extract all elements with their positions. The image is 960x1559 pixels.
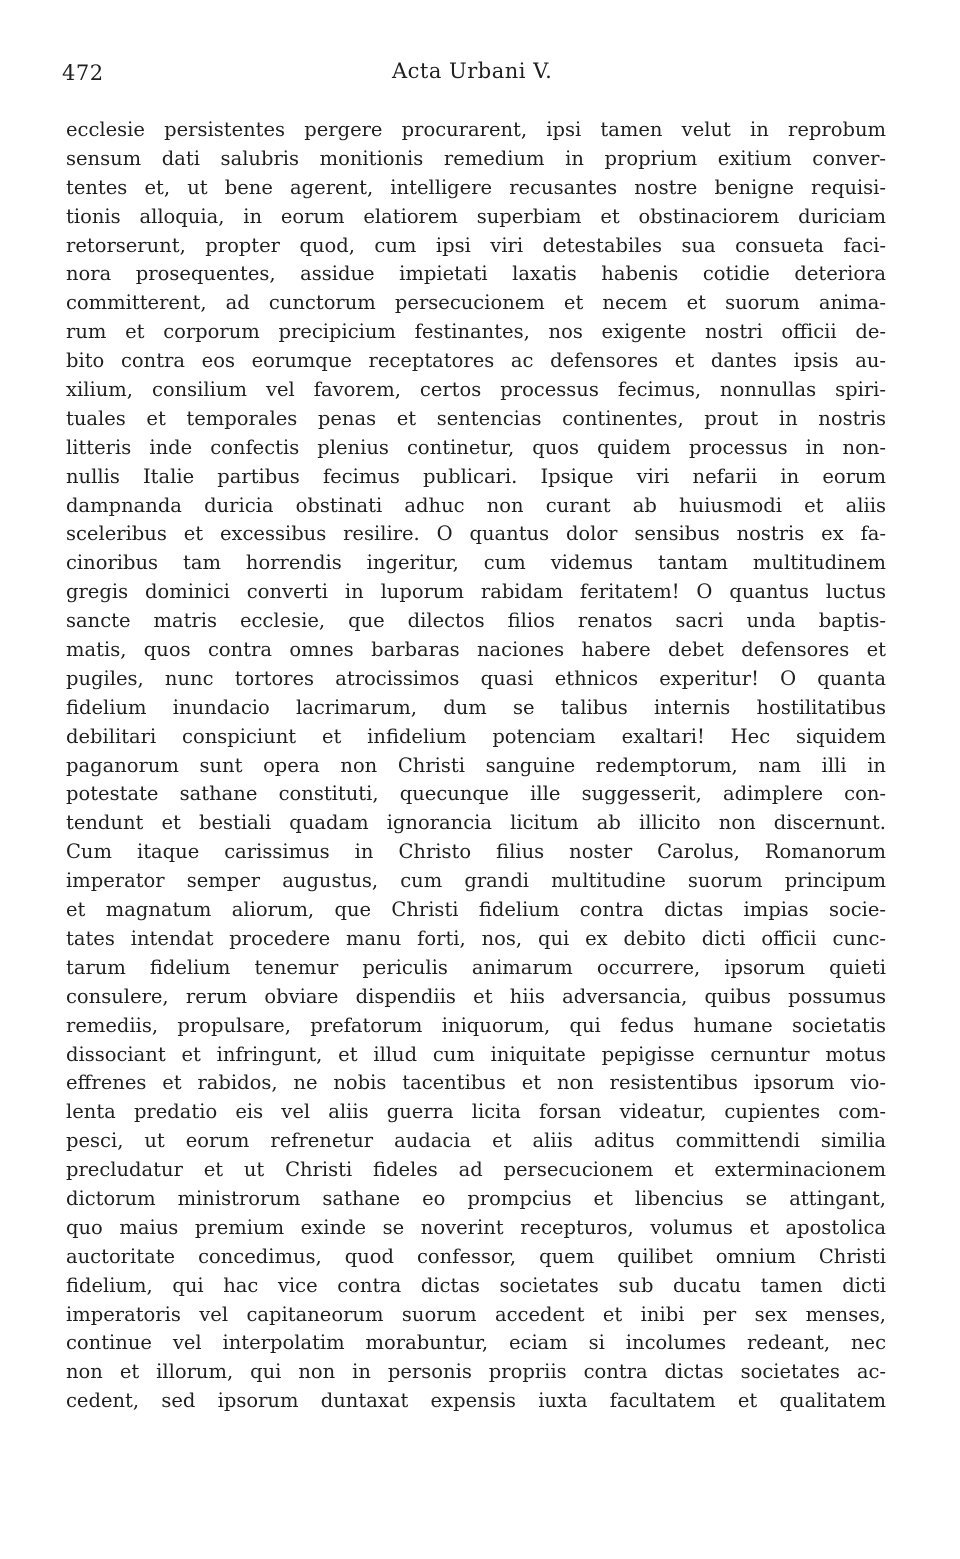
text-line: tendunt et bestiali quadam ignorancia licitum ab illicito non discernunt. [66,811,886,835]
text-line: et magnatum aliorum, que Christi fidelium contra dictas impias socie- [66,898,886,922]
text-line: paganorum sunt opera non Christi sanguine redemptorum, nam illi in [66,753,886,777]
text-line: sceleribus et excessibus resilire. O quantus dolor sensibus nostris ex fa- [66,522,886,546]
text-line: ecclesie persistentes pergere procurarent, ipsi tamen velut in reprobum [66,118,886,141]
text-line: tarum fidelium tenemur periculis animarum occurrere, ipsorum quieti [66,955,886,979]
text-line: xilium, consilium vel favorem, certos processus fecimus, nonnullas spiri- [66,378,886,402]
text-line: sancte matris ecclesie, que dilectos filios renatos sacri unda baptis- [66,609,886,633]
text-line: non et illorum, qui non in personis propriis contra dictas societates ac- [66,1360,886,1384]
text-line: litteris inde confectis plenius continetur, quos quidem processus in non- [66,435,886,459]
text-line: dissociant et infringunt, et illud cum iniquitate pepigisse cernuntur motus [66,1042,886,1066]
text-line: pugiles, nunc tortores atrocissimos quasi ethnicos experitur! O quanta [66,666,886,690]
running-title: Acta Urbani V. [392,59,553,83]
body-text [66,116,886,1416]
text-line: continue vel interpolatim morabuntur, eciam si incolumes redeant, nec [66,1331,886,1355]
text-line: cedent, sed ipsorum duntaxat expensis iuxta facultatem et qualitatem [66,1389,886,1413]
text-line: nora prosequentes, assidue impietati laxatis habenis cotidie deteriora [66,262,886,286]
text-line: rum et corporum precipicium festinantes, nos exigente nostri officii de- [66,320,886,344]
text-line: fidelium inundacio lacrimarum, dum se talibus internis hostilitatibus [66,695,886,719]
text-line: imperator semper augustus, cum grandi multitudine suorum principum [66,869,886,893]
text-line: precludatur et ut Christi fideles ad persecucionem et exterminacionem [66,1158,886,1182]
text-line: quo maius premium exinde se noverint recepturos, volumus et apostolica [66,1215,886,1239]
text-line: debilitari conspiciunt et infidelium potenciam exaltari! Hec siquidem [66,724,886,748]
text-line: consulere, rerum obviare dispendiis et hiis adversancia, quibus possumus [66,984,886,1008]
text-line: tates intendat procedere manu forti, nos, qui ex debito dicti officii cunc- [66,926,886,950]
text-line: Cum itaque carissimus in Christo filius noster Carolus, Romanorum [66,840,886,864]
text-line: fidelium, qui hac vice contra dictas societates sub ducatu tamen dicti [66,1273,886,1297]
text-line: dampnanda duricia obstinati adhuc non curant ab huiusmodi et aliis [66,493,886,517]
text-line: remediis, propulsare, prefatorum iniquorum, qui fedus humane societatis [66,1013,886,1037]
text-line: gregis dominici converti in luporum rabidam feritatem! O quantus luctus [66,580,886,604]
text-line: cinoribus tam horrendis ingeritur, cum videmus tantam multitudinem [66,551,886,575]
text-line: nullis Italie partibus fecimus publicari. Ipsique viri nefarii in eorum [66,464,886,488]
text-line: bito contra eos eorumque receptatores ac defensores et dantes ipsis au- [66,349,886,373]
text-line: potestate sathane constituti, quecunque ille suggesserit, adimplere con- [66,782,886,806]
text-line: lenta predatio eis vel aliis guerra licita forsan videatur, cupientes com- [66,1100,886,1124]
text-line: imperatoris vel capitaneorum suorum accedent et inibi per sex menses, [66,1302,886,1326]
text-line: tionis alloquia, in eorum elatiorem superbiam et obstinaciorem duriciam [66,204,886,228]
text-line: retorserunt, propter quod, cum ipsi viri detestabiles sua consueta faci- [66,233,886,257]
page-number: 472 [62,61,104,85]
text-line: effrenes et rabidos, ne nobis tacentibus et non resistentibus ipsorum vio- [66,1071,886,1095]
text-line: tuales et temporales penas et sentencias continentes, prout in nostris [66,406,886,430]
text-line: sensum dati salubris monitionis remedium in proprium exitium conver- [66,146,886,170]
text-line: tentes et, ut bene agerent, intelligere recusantes nostre benigne requisi- [66,175,886,199]
text-line: matis, quos contra omnes barbaras naciones habere debet defensores et [66,638,886,662]
text-line: auctoritate concedimus, quod confessor, quem quilibet omnium Christi [66,1244,886,1268]
text-line: committerent, ad cunctorum persecucionem et necem et suorum anima- [66,291,886,315]
text-line: pesci, ut eorum refrenetur audacia et aliis aditus committendi similia [66,1129,886,1153]
text-line: dictorum ministrorum sathane eo prompcius et libencius se attingant, [66,1186,886,1210]
